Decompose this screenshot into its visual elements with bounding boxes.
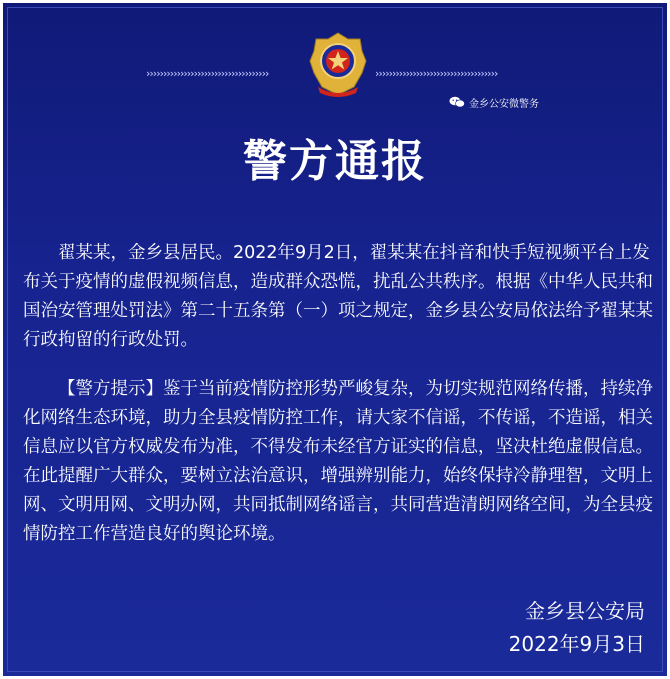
- police-emblem-icon: [308, 31, 368, 101]
- notice-paragraph-1: 翟某某，金乡县居民。2022年9月2日，翟某某在抖音和快手短视频平台上发布关于疫情的虚假视频信息，造成群众恐慌，扰乱公共秩序。根据《中华人民共和国治安管理处罚法》第二十五条第（一）项之规定，金乡县公安局依法给予翟某某行政拘留的行政处罚。: [23, 243, 653, 350]
- right-arrow-decoration: ››››››››››››››››››››››››››››››››››››: [375, 67, 498, 79]
- left-arrow-decoration: ››››››››››››››››››››››››››››››››››››: [146, 67, 269, 79]
- account-name: 金乡公安微警务: [469, 98, 539, 110]
- signature-block: [509, 595, 645, 661]
- issue-date: 2022年9月3日: [508, 632, 645, 656]
- account-label: [449, 95, 539, 109]
- wechat-icon: [449, 96, 465, 108]
- notice-paragraph-2: 【警方提示】鉴于当前疫情防控形势严峻复杂，为切实规范网络传播，持续净化网络生态环境，助力全县疫情防控工作，请大家不信谣，不传谣，不造谣，相关信息应以官方权威发布为准，不得发布未经官方证实的信息，坚决杜绝虚假信息。在此提醒广大群众，要树立法治意识，增强辨别能力，始终保持冷静理智，文明上网、文明用网、文明办网，共同抵制网络谣言，共同营造清朗网络空间，为全县疫情防控工作营造良好的舆论环境。: [23, 379, 653, 544]
- issuing-org: 金乡县公安局: [525, 599, 645, 623]
- notice-title: 警方通报: [243, 136, 427, 187]
